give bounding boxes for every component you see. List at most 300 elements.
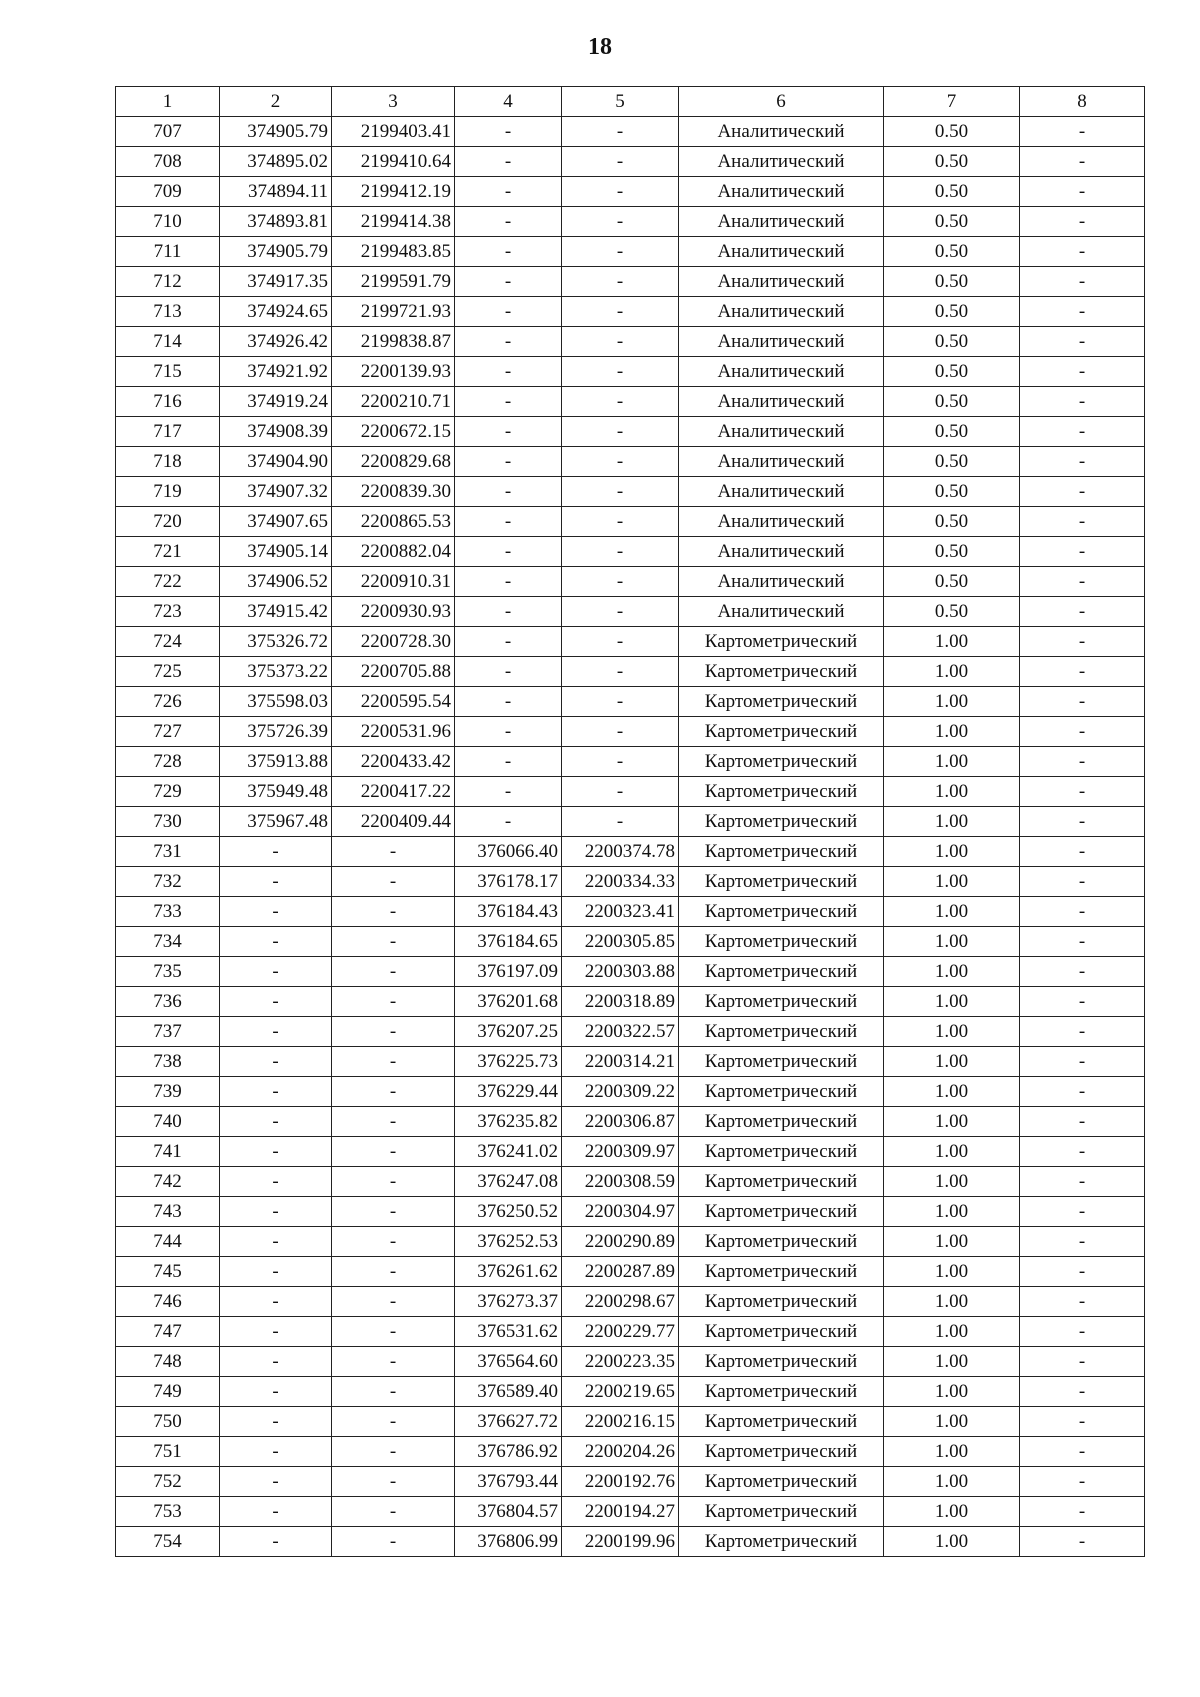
point-number-cell: 750: [116, 1407, 220, 1437]
method-cell: Картометрический: [679, 1197, 884, 1227]
note-cell: -: [1020, 417, 1145, 447]
method-cell: Картометрический: [679, 1467, 884, 1497]
y-coordinate-cell: -: [332, 1107, 455, 1137]
x-coordinate-cell: 374915.42: [220, 597, 332, 627]
note-cell: -: [1020, 1197, 1145, 1227]
y-coordinate-alt-cell: -: [562, 357, 679, 387]
method-cell: Аналитический: [679, 207, 884, 237]
method-cell: Аналитический: [679, 597, 884, 627]
accuracy-cell: 1.00: [884, 1287, 1020, 1317]
table-header-row: [116, 87, 1145, 117]
y-coordinate-alt-cell: -: [562, 777, 679, 807]
page-number: 18: [588, 34, 612, 60]
x-coordinate-cell: 374893.81: [220, 207, 332, 237]
accuracy-cell: 0.50: [884, 177, 1020, 207]
note-cell: -: [1020, 357, 1145, 387]
table-body: [116, 117, 1145, 1557]
table-row: [116, 597, 1145, 627]
y-coordinate-alt-cell: 2200322.57: [562, 1017, 679, 1047]
point-number-cell: 751: [116, 1437, 220, 1467]
x-coordinate-cell: -: [220, 837, 332, 867]
method-cell: Картометрический: [679, 1257, 884, 1287]
y-coordinate-alt-cell: 2200298.67: [562, 1287, 679, 1317]
column-header: 7: [884, 87, 1020, 117]
method-cell: Картометрический: [679, 867, 884, 897]
note-cell: -: [1020, 987, 1145, 1017]
accuracy-cell: 1.00: [884, 1077, 1020, 1107]
x-coordinate-alt-cell: 376589.40: [455, 1377, 562, 1407]
table-row: [116, 447, 1145, 477]
table-row: [116, 687, 1145, 717]
method-cell: Аналитический: [679, 387, 884, 417]
y-coordinate-alt-cell: -: [562, 477, 679, 507]
method-cell: Картометрический: [679, 1227, 884, 1257]
y-coordinate-cell: 2200210.71: [332, 387, 455, 417]
x-coordinate-cell: -: [220, 1197, 332, 1227]
x-coordinate-cell: 374906.52: [220, 567, 332, 597]
table-row: [116, 1077, 1145, 1107]
y-coordinate-cell: -: [332, 957, 455, 987]
y-coordinate-cell: 2200930.93: [332, 597, 455, 627]
x-coordinate-alt-cell: -: [455, 207, 562, 237]
y-coordinate-alt-cell: 2200194.27: [562, 1497, 679, 1527]
y-coordinate-cell: -: [332, 1497, 455, 1527]
accuracy-cell: 1.00: [884, 657, 1020, 687]
y-coordinate-cell: -: [332, 1347, 455, 1377]
column-header: 5: [562, 87, 679, 117]
y-coordinate-alt-cell: 2200308.59: [562, 1167, 679, 1197]
y-coordinate-cell: 2199410.64: [332, 147, 455, 177]
accuracy-cell: 0.50: [884, 297, 1020, 327]
method-cell: Картометрический: [679, 1497, 884, 1527]
x-coordinate-alt-cell: -: [455, 717, 562, 747]
note-cell: -: [1020, 1287, 1145, 1317]
x-coordinate-alt-cell: -: [455, 597, 562, 627]
table-row: [116, 1167, 1145, 1197]
y-coordinate-cell: 2200595.54: [332, 687, 455, 717]
y-coordinate-cell: 2199838.87: [332, 327, 455, 357]
method-cell: Картометрический: [679, 837, 884, 867]
note-cell: -: [1020, 1497, 1145, 1527]
y-coordinate-alt-cell: 2200219.65: [562, 1377, 679, 1407]
method-cell: Картометрический: [679, 1407, 884, 1437]
y-coordinate-alt-cell: -: [562, 747, 679, 777]
note-cell: -: [1020, 537, 1145, 567]
x-coordinate-cell: 374904.90: [220, 447, 332, 477]
y-coordinate-cell: 2200417.22: [332, 777, 455, 807]
note-cell: -: [1020, 597, 1145, 627]
y-coordinate-cell: 2200728.30: [332, 627, 455, 657]
y-coordinate-cell: -: [332, 1377, 455, 1407]
y-coordinate-cell: -: [332, 1437, 455, 1467]
accuracy-cell: 1.00: [884, 867, 1020, 897]
y-coordinate-cell: 2200882.04: [332, 537, 455, 567]
y-coordinate-cell: -: [332, 1137, 455, 1167]
accuracy-cell: 0.50: [884, 597, 1020, 627]
x-coordinate-cell: -: [220, 897, 332, 927]
table-row: [116, 267, 1145, 297]
x-coordinate-cell: 375326.72: [220, 627, 332, 657]
point-number-cell: 716: [116, 387, 220, 417]
table-row: [116, 1377, 1145, 1407]
column-header: 6: [679, 87, 884, 117]
y-coordinate-cell: 2200839.30: [332, 477, 455, 507]
x-coordinate-cell: -: [220, 1347, 332, 1377]
note-cell: -: [1020, 507, 1145, 537]
accuracy-cell: 1.00: [884, 1437, 1020, 1467]
table-row: [116, 897, 1145, 927]
y-coordinate-cell: -: [332, 1227, 455, 1257]
y-coordinate-cell: 2199483.85: [332, 237, 455, 267]
note-cell: -: [1020, 297, 1145, 327]
y-coordinate-cell: 2200672.15: [332, 417, 455, 447]
y-coordinate-alt-cell: -: [562, 267, 679, 297]
table-row: [116, 657, 1145, 687]
point-number-cell: 743: [116, 1197, 220, 1227]
y-coordinate-cell: -: [332, 987, 455, 1017]
method-cell: Картометрический: [679, 957, 884, 987]
method-cell: Картометрический: [679, 807, 884, 837]
y-coordinate-alt-cell: -: [562, 207, 679, 237]
y-coordinate-alt-cell: -: [562, 597, 679, 627]
method-cell: Аналитический: [679, 237, 884, 267]
x-coordinate-alt-cell: -: [455, 387, 562, 417]
method-cell: Аналитический: [679, 477, 884, 507]
method-cell: Картометрический: [679, 987, 884, 1017]
x-coordinate-cell: 374894.11: [220, 177, 332, 207]
note-cell: -: [1020, 477, 1145, 507]
table-row: [116, 1047, 1145, 1077]
x-coordinate-alt-cell: 376564.60: [455, 1347, 562, 1377]
x-coordinate-cell: -: [220, 1077, 332, 1107]
y-coordinate-alt-cell: 2200374.78: [562, 837, 679, 867]
y-coordinate-alt-cell: 2200192.76: [562, 1467, 679, 1497]
note-cell: -: [1020, 1377, 1145, 1407]
accuracy-cell: 0.50: [884, 417, 1020, 447]
x-coordinate-alt-cell: 376804.57: [455, 1497, 562, 1527]
table-row: [116, 1407, 1145, 1437]
y-coordinate-cell: 2200910.31: [332, 567, 455, 597]
y-coordinate-cell: -: [332, 1317, 455, 1347]
y-coordinate-cell: -: [332, 927, 455, 957]
method-cell: Картометрический: [679, 1527, 884, 1557]
y-coordinate-cell: 2200865.53: [332, 507, 455, 537]
accuracy-cell: 0.50: [884, 387, 1020, 417]
x-coordinate-alt-cell: 376531.62: [455, 1317, 562, 1347]
table-row: [116, 1287, 1145, 1317]
point-number-cell: 722: [116, 567, 220, 597]
note-cell: -: [1020, 957, 1145, 987]
accuracy-cell: 1.00: [884, 1197, 1020, 1227]
accuracy-cell: 1.00: [884, 837, 1020, 867]
y-coordinate-alt-cell: -: [562, 627, 679, 657]
x-coordinate-alt-cell: -: [455, 477, 562, 507]
x-coordinate-alt-cell: 376201.68: [455, 987, 562, 1017]
accuracy-cell: 1.00: [884, 1407, 1020, 1437]
x-coordinate-cell: -: [220, 1527, 332, 1557]
note-cell: -: [1020, 687, 1145, 717]
point-number-cell: 746: [116, 1287, 220, 1317]
x-coordinate-cell: -: [220, 957, 332, 987]
column-header: 2: [220, 87, 332, 117]
note-cell: -: [1020, 1437, 1145, 1467]
y-coordinate-cell: 2199414.38: [332, 207, 455, 237]
note-cell: -: [1020, 627, 1145, 657]
accuracy-cell: 1.00: [884, 687, 1020, 717]
accuracy-cell: 0.50: [884, 147, 1020, 177]
x-coordinate-alt-cell: -: [455, 807, 562, 837]
y-coordinate-alt-cell: -: [562, 387, 679, 417]
table-row: [116, 927, 1145, 957]
column-header: 4: [455, 87, 562, 117]
y-coordinate-cell: 2200705.88: [332, 657, 455, 687]
y-coordinate-cell: -: [332, 1467, 455, 1497]
x-coordinate-cell: 375726.39: [220, 717, 332, 747]
x-coordinate-alt-cell: 376786.92: [455, 1437, 562, 1467]
note-cell: -: [1020, 267, 1145, 297]
table-row: [116, 1467, 1145, 1497]
y-coordinate-alt-cell: 2200229.77: [562, 1317, 679, 1347]
y-coordinate-alt-cell: -: [562, 507, 679, 537]
note-cell: -: [1020, 1407, 1145, 1437]
method-cell: Аналитический: [679, 417, 884, 447]
accuracy-cell: 1.00: [884, 1497, 1020, 1527]
y-coordinate-cell: -: [332, 1407, 455, 1437]
note-cell: -: [1020, 807, 1145, 837]
accuracy-cell: 1.00: [884, 1377, 1020, 1407]
y-coordinate-cell: 2199721.93: [332, 297, 455, 327]
x-coordinate-cell: -: [220, 1287, 332, 1317]
point-number-cell: 753: [116, 1497, 220, 1527]
y-coordinate-cell: -: [332, 837, 455, 867]
method-cell: Аналитический: [679, 177, 884, 207]
point-number-cell: 723: [116, 597, 220, 627]
table-row: [116, 117, 1145, 147]
y-coordinate-alt-cell: 2200309.22: [562, 1077, 679, 1107]
y-coordinate-cell: 2200409.44: [332, 807, 455, 837]
y-coordinate-alt-cell: 2200303.88: [562, 957, 679, 987]
y-coordinate-cell: 2200829.68: [332, 447, 455, 477]
point-number-cell: 718: [116, 447, 220, 477]
table-row: [116, 1197, 1145, 1227]
note-cell: -: [1020, 927, 1145, 957]
note-cell: -: [1020, 207, 1145, 237]
method-cell: Картометрический: [679, 1347, 884, 1377]
y-coordinate-alt-cell: -: [562, 177, 679, 207]
method-cell: Аналитический: [679, 447, 884, 477]
table-row: [116, 1107, 1145, 1137]
table-row: [116, 777, 1145, 807]
table-row: [116, 747, 1145, 777]
y-coordinate-alt-cell: 2200290.89: [562, 1227, 679, 1257]
method-cell: Аналитический: [679, 297, 884, 327]
x-coordinate-alt-cell: -: [455, 747, 562, 777]
x-coordinate-alt-cell: -: [455, 177, 562, 207]
y-coordinate-alt-cell: -: [562, 237, 679, 267]
table-row: [116, 207, 1145, 237]
y-coordinate-cell: 2199412.19: [332, 177, 455, 207]
y-coordinate-alt-cell: -: [562, 117, 679, 147]
x-coordinate-alt-cell: 376261.62: [455, 1257, 562, 1287]
note-cell: -: [1020, 1107, 1145, 1137]
point-number-cell: 736: [116, 987, 220, 1017]
note-cell: -: [1020, 327, 1145, 357]
point-number-cell: 712: [116, 267, 220, 297]
point-number-cell: 731: [116, 837, 220, 867]
point-number-cell: 754: [116, 1527, 220, 1557]
method-cell: Картометрический: [679, 717, 884, 747]
method-cell: Картометрический: [679, 1137, 884, 1167]
note-cell: -: [1020, 1257, 1145, 1287]
point-number-cell: 721: [116, 537, 220, 567]
table-row: [116, 537, 1145, 567]
point-number-cell: 740: [116, 1107, 220, 1137]
x-coordinate-cell: -: [220, 1107, 332, 1137]
x-coordinate-cell: -: [220, 1437, 332, 1467]
accuracy-cell: 1.00: [884, 1167, 1020, 1197]
point-number-cell: 729: [116, 777, 220, 807]
x-coordinate-cell: 374921.92: [220, 357, 332, 387]
x-coordinate-cell: 374919.24: [220, 387, 332, 417]
x-coordinate-cell: -: [220, 1467, 332, 1497]
note-cell: -: [1020, 567, 1145, 597]
accuracy-cell: 1.00: [884, 1047, 1020, 1077]
x-coordinate-alt-cell: -: [455, 117, 562, 147]
note-cell: -: [1020, 1317, 1145, 1347]
accuracy-cell: 0.50: [884, 207, 1020, 237]
point-number-cell: 752: [116, 1467, 220, 1497]
y-coordinate-cell: 2200139.93: [332, 357, 455, 387]
x-coordinate-cell: -: [220, 1017, 332, 1047]
table-row: [116, 147, 1145, 177]
note-cell: -: [1020, 1017, 1145, 1047]
x-coordinate-cell: -: [220, 927, 332, 957]
y-coordinate-alt-cell: -: [562, 417, 679, 447]
x-coordinate-alt-cell: 376197.09: [455, 957, 562, 987]
point-number-cell: 735: [116, 957, 220, 987]
y-coordinate-alt-cell: -: [562, 297, 679, 327]
y-coordinate-alt-cell: -: [562, 537, 679, 567]
method-cell: Аналитический: [679, 147, 884, 177]
point-number-cell: 733: [116, 897, 220, 927]
point-number-cell: 708: [116, 147, 220, 177]
table-row: [116, 807, 1145, 837]
point-number-cell: 734: [116, 927, 220, 957]
point-number-cell: 714: [116, 327, 220, 357]
table-row: [116, 327, 1145, 357]
point-number-cell: 748: [116, 1347, 220, 1377]
x-coordinate-cell: 375913.88: [220, 747, 332, 777]
x-coordinate-cell: 374895.02: [220, 147, 332, 177]
x-coordinate-cell: 374905.79: [220, 117, 332, 147]
method-cell: Аналитический: [679, 567, 884, 597]
y-coordinate-alt-cell: 2200306.87: [562, 1107, 679, 1137]
table-row: [116, 1527, 1145, 1557]
y-coordinate-alt-cell: -: [562, 717, 679, 747]
y-coordinate-cell: 2199403.41: [332, 117, 455, 147]
x-coordinate-alt-cell: -: [455, 507, 562, 537]
point-number-cell: 725: [116, 657, 220, 687]
y-coordinate-alt-cell: 2200309.97: [562, 1137, 679, 1167]
point-number-cell: 727: [116, 717, 220, 747]
point-number-cell: 745: [116, 1257, 220, 1287]
y-coordinate-alt-cell: 2200287.89: [562, 1257, 679, 1287]
x-coordinate-alt-cell: 376235.82: [455, 1107, 562, 1137]
x-coordinate-cell: 374905.14: [220, 537, 332, 567]
method-cell: Картометрический: [679, 1287, 884, 1317]
accuracy-cell: 0.50: [884, 447, 1020, 477]
table-row: [116, 177, 1145, 207]
accuracy-cell: 1.00: [884, 927, 1020, 957]
accuracy-cell: 1.00: [884, 1257, 1020, 1287]
table-row: [116, 387, 1145, 417]
point-number-cell: 730: [116, 807, 220, 837]
table-row: [116, 987, 1145, 1017]
point-number-cell: 726: [116, 687, 220, 717]
x-coordinate-alt-cell: 376229.44: [455, 1077, 562, 1107]
note-cell: -: [1020, 1137, 1145, 1167]
y-coordinate-alt-cell: 2200314.21: [562, 1047, 679, 1077]
table-row: [116, 957, 1145, 987]
x-coordinate-alt-cell: -: [455, 777, 562, 807]
accuracy-cell: 1.00: [884, 1317, 1020, 1347]
x-coordinate-cell: 375373.22: [220, 657, 332, 687]
note-cell: -: [1020, 777, 1145, 807]
method-cell: Картометрический: [679, 687, 884, 717]
method-cell: Картометрический: [679, 777, 884, 807]
note-cell: -: [1020, 1527, 1145, 1557]
table-row: [116, 417, 1145, 447]
x-coordinate-alt-cell: 376250.52: [455, 1197, 562, 1227]
y-coordinate-alt-cell: 2200305.85: [562, 927, 679, 957]
point-number-cell: 739: [116, 1077, 220, 1107]
method-cell: Картометрический: [679, 1167, 884, 1197]
accuracy-cell: 0.50: [884, 237, 1020, 267]
x-coordinate-cell: -: [220, 1407, 332, 1437]
accuracy-cell: 1.00: [884, 957, 1020, 987]
x-coordinate-alt-cell: -: [455, 327, 562, 357]
method-cell: Аналитический: [679, 357, 884, 387]
point-number-cell: 713: [116, 297, 220, 327]
method-cell: Картометрический: [679, 1017, 884, 1047]
x-coordinate-cell: 374908.39: [220, 417, 332, 447]
note-cell: -: [1020, 1047, 1145, 1077]
accuracy-cell: 1.00: [884, 777, 1020, 807]
x-coordinate-alt-cell: 376247.08: [455, 1167, 562, 1197]
point-number-cell: 732: [116, 867, 220, 897]
column-header: 8: [1020, 87, 1145, 117]
point-number-cell: 738: [116, 1047, 220, 1077]
y-coordinate-alt-cell: 2200204.26: [562, 1437, 679, 1467]
y-coordinate-alt-cell: -: [562, 807, 679, 837]
y-coordinate-alt-cell: -: [562, 147, 679, 177]
y-coordinate-alt-cell: 2200199.96: [562, 1527, 679, 1557]
point-number-cell: 724: [116, 627, 220, 657]
point-number-cell: 717: [116, 417, 220, 447]
point-number-cell: 711: [116, 237, 220, 267]
y-coordinate-alt-cell: -: [562, 657, 679, 687]
table-row: [116, 1317, 1145, 1347]
y-coordinate-alt-cell: 2200334.33: [562, 867, 679, 897]
x-coordinate-alt-cell: -: [455, 357, 562, 387]
accuracy-cell: 0.50: [884, 507, 1020, 537]
x-coordinate-alt-cell: -: [455, 267, 562, 297]
x-coordinate-cell: 375949.48: [220, 777, 332, 807]
method-cell: Картометрический: [679, 927, 884, 957]
x-coordinate-alt-cell: 376241.02: [455, 1137, 562, 1167]
table-row: [116, 627, 1145, 657]
point-number-cell: 741: [116, 1137, 220, 1167]
